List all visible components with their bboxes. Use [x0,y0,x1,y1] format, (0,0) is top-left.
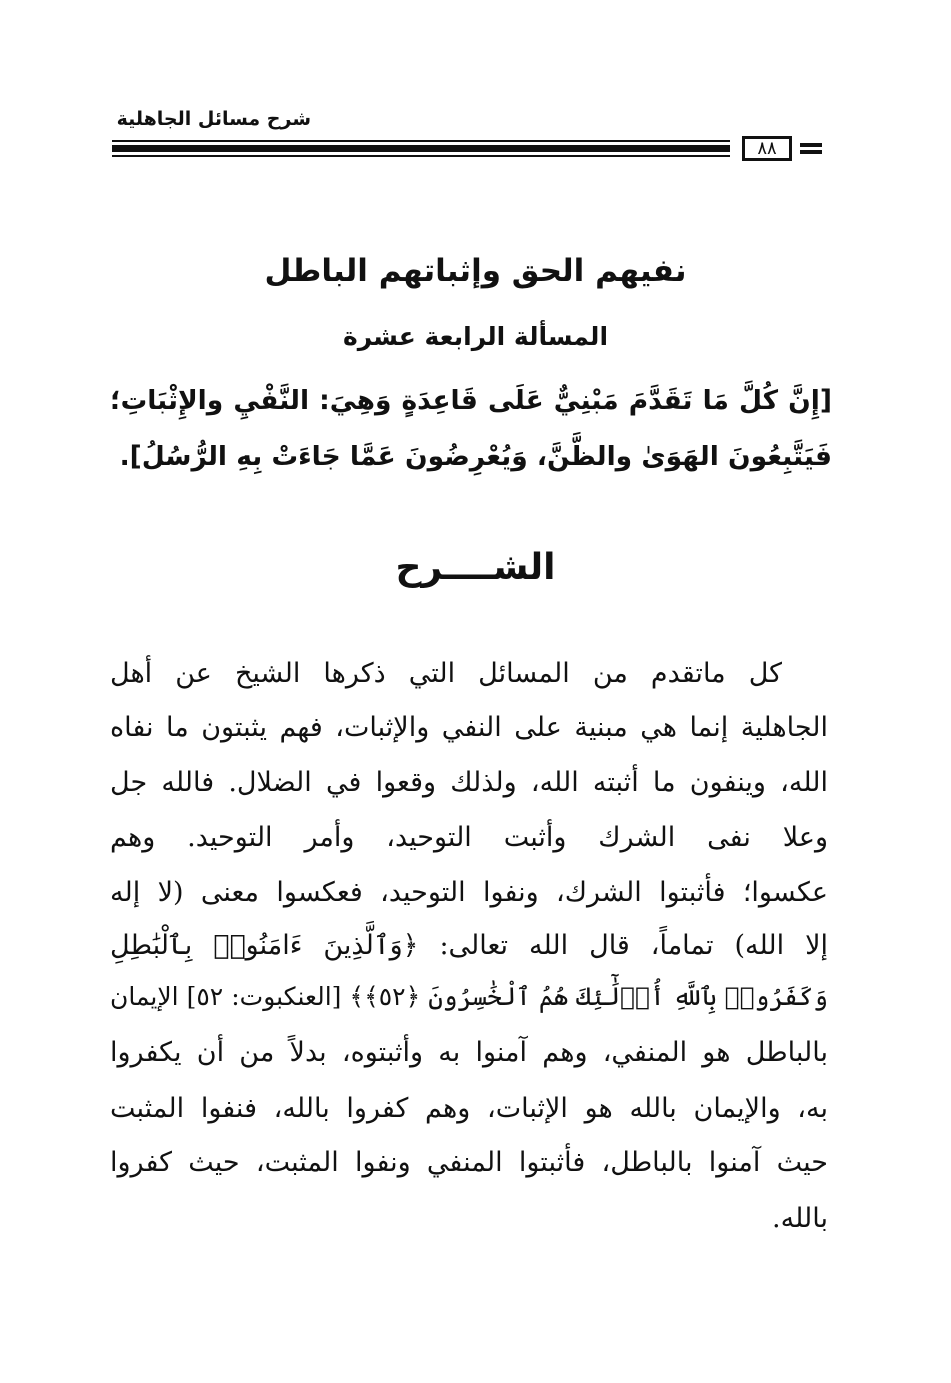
sharh-line-8: بالباطل هو المنفي، وهم آمنوا به وأثبتوه، بدلاً من أن يكفروا [110,1037,828,1068]
sharh-line-1: كل ماتقدم من المسائل التي ذكرها الشيخ عن أهل [110,658,782,689]
sharh-line-3: الله، وينفون ما أثبته الله، ولذلك وقعوا في الضلال. فالله جل [110,767,828,798]
header-rule-thin-lower [112,155,730,157]
issue-heading: المسألة الرابعة عشرة [342,322,609,351]
matn-line-2: فَيَتَّبِعُونَ الهَوَىٰ والظَّنَّ، وَيُعْرِضُونَ عَمَّا جَاءَتْ بِهِ الرُّسُلُ]. [119,441,832,472]
sharh-line-9: به، والإيمان بالله هو الإثبات، وهم كفروا بالله، فنفوا المثبت [110,1093,828,1124]
sharh-heading: الشــــرح [395,547,556,588]
matn-line-1: [إِنَّ كُلَّ مَا تَقَدَّمَ مَبْنِيٌّ عَلَى قَاعِدَةٍ وَهِيَ: النَّفْيِ والإِثْبَاتِ؛ [110,385,832,416]
sharh-line-10: حيث آمنوا بالباطل، فأثبتوا المنفي ونفوا المثبت، حيث كفروا [110,1147,828,1178]
page-number: ٨٨ [742,136,792,161]
sharh-line-5: عكسوا؛ فأثبتوا الشرك، ونفوا التوحيد، فعكسوا معنى (لا إله [110,877,828,908]
sharh-line-2: الجاهلية إنما هي مبنية على النفي والإثبات، فهم يثبتون ما نفاه [110,712,828,743]
sharh-line-11: بالله. [772,1203,828,1234]
header-rule-thin [112,140,730,142]
running-title: شرح مسائل الجاهلية [116,108,311,130]
sharh-line-6: إلا الله) تماماً، قال الله تعالى: ﴿وَٱلَّذِينَ ءَامَنُوا۟ بِٱلْبَٰطِلِ [110,930,828,961]
sharh-line-4: وعلا نفى الشرك وأثبت التوحيد، وأمر التوحيد. وهم [110,822,828,853]
header-rule-right-bottom [800,150,822,154]
chapter-title: نفيهم الحق وإثباتهم الباطل [264,253,687,289]
header-rule-thick [112,145,730,152]
header-rule-right-top [800,143,822,147]
sharh-line-7: وَكَفَرُوا۟ بِٱللَّهِ أُو۟لَٰٓئِكَ هُمُ ٱلْخَٰسِرُونَ ﴿٥٢﴾﴾ [العنكبوت: ٥٢] الإيمان [110,982,828,1011]
